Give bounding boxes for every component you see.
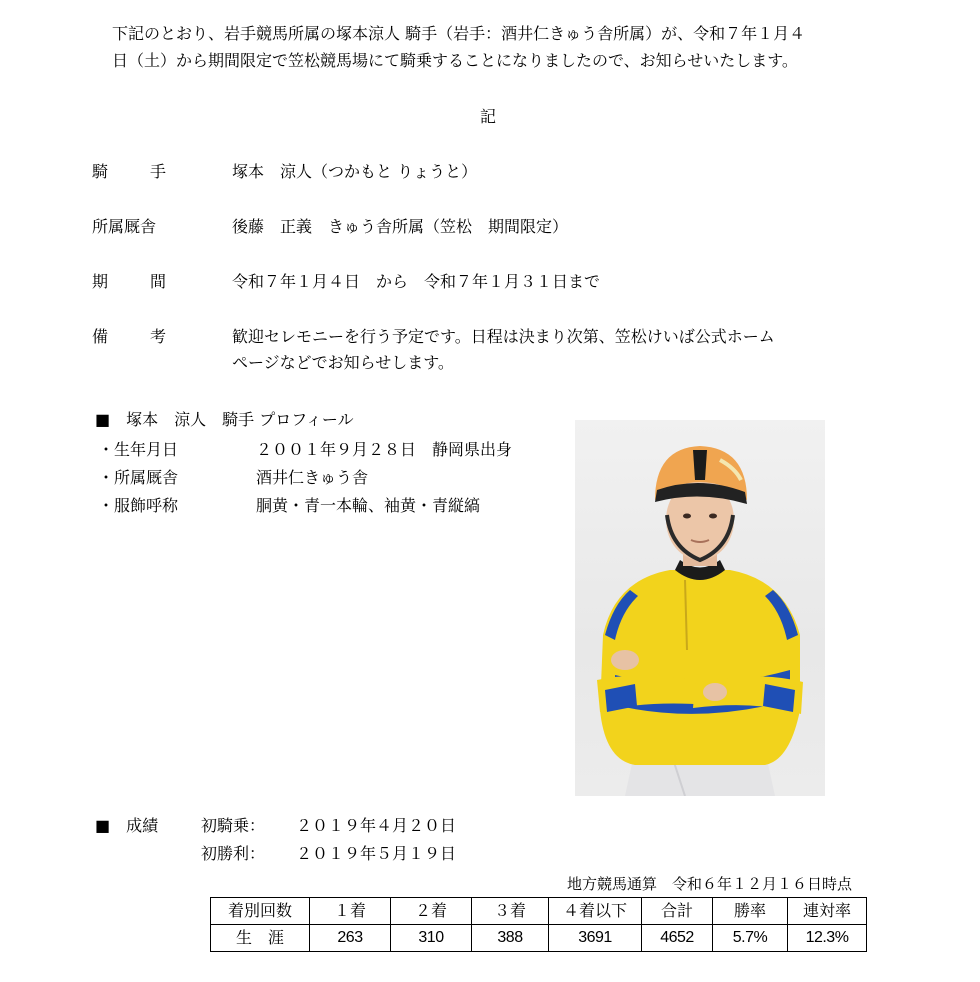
results-heading: ■ 成績 [95,816,159,835]
stats-header-cell: 合計 [642,898,713,925]
notes-value-line-1: 歓迎セレモニーを行う予定です。日程は決まり次第、笠松けいば公式ホーム [232,327,775,346]
stats-note: 地方競馬通算 令和６年１２月１６日時点 [567,875,853,893]
period-label-b: 間 [149,272,166,291]
profile-value-silks: 胴黄・青一本輪、袖黄・青縦縞 [256,496,481,515]
stats-cell: 3691 [549,925,642,952]
stable-label: 所属厩舎 [92,217,157,236]
first-ride-date: ２０１９年４月２０日 [296,816,457,835]
stats-cell: 4652 [642,925,713,952]
notes-label [92,325,172,349]
jockey-label-a: 騎 [92,162,109,181]
stats-cell: 5.7% [713,925,788,952]
first-win-label: 初勝利： [201,844,266,863]
stable-value: 後藤 正義 きゅう舎所属（笠松 期間限定） [232,217,569,236]
jockey-photo [575,420,825,796]
intro-line-2: 日（土）から期間限定で笠松競馬場にて騎乗することになりましたので、お知らせいたします。 [112,51,798,70]
stats-header-cell: 着別回数 [211,898,310,925]
stats-cell: 310 [391,925,472,952]
profile-label-birth: ・生年月日 [98,440,179,459]
intro-paragraph [112,20,902,74]
jockey-value: 塚本 涼人（つかもと りょうと） [232,162,478,181]
period-label [92,270,172,294]
profile-heading: ■ 塚本 涼人 騎手 プロフィール [95,410,354,429]
first-ride-label: 初騎乗： [201,816,266,835]
stats-header-cell: ４着以下 [549,898,642,925]
profile-label-silks: ・服飾呼称 [98,496,179,515]
stats-table [210,897,867,952]
period-label-a: 期 [92,272,109,291]
profile-value-birth: ２００１年９月２８日 静岡県出身 [256,440,513,459]
stats-data-row [211,925,867,952]
jockey-label-b: 手 [149,162,166,181]
stats-cell: 12.3% [788,925,867,952]
stats-header-cell: 勝率 [713,898,788,925]
first-win-date: ２０１９年５月１９日 [296,844,457,863]
intro-line-1: 下記のとおり、岩手競馬所属の塚本涼人 騎手（岩手：酒井仁きゅう舎所属）が、令和７年１月４ [112,24,806,43]
profile-value-stable: 酒井仁きゅう舎 [256,468,369,487]
notes-label-a: 備 [92,327,109,346]
period-value: 令和７年１月４日 から 令和７年１月３１日まで [232,272,601,291]
stats-cell: 388 [472,925,549,952]
stats-header-cell: ２着 [391,898,472,925]
stats-cell: 生 涯 [211,925,310,952]
ki-heading: 記 [480,107,497,126]
notes-label-b: 考 [149,327,166,346]
profile-label-stable: ・所属厩舎 [98,468,179,487]
stats-header-cell: ３着 [472,898,549,925]
jockey-label [92,160,172,184]
stats-header-cell: 連対率 [788,898,867,925]
stats-header-row [211,898,867,925]
stats-cell: 263 [310,925,391,952]
notes-value-line-2: ページなどでお知らせします。 [232,353,454,372]
stats-header-cell: １着 [310,898,391,925]
